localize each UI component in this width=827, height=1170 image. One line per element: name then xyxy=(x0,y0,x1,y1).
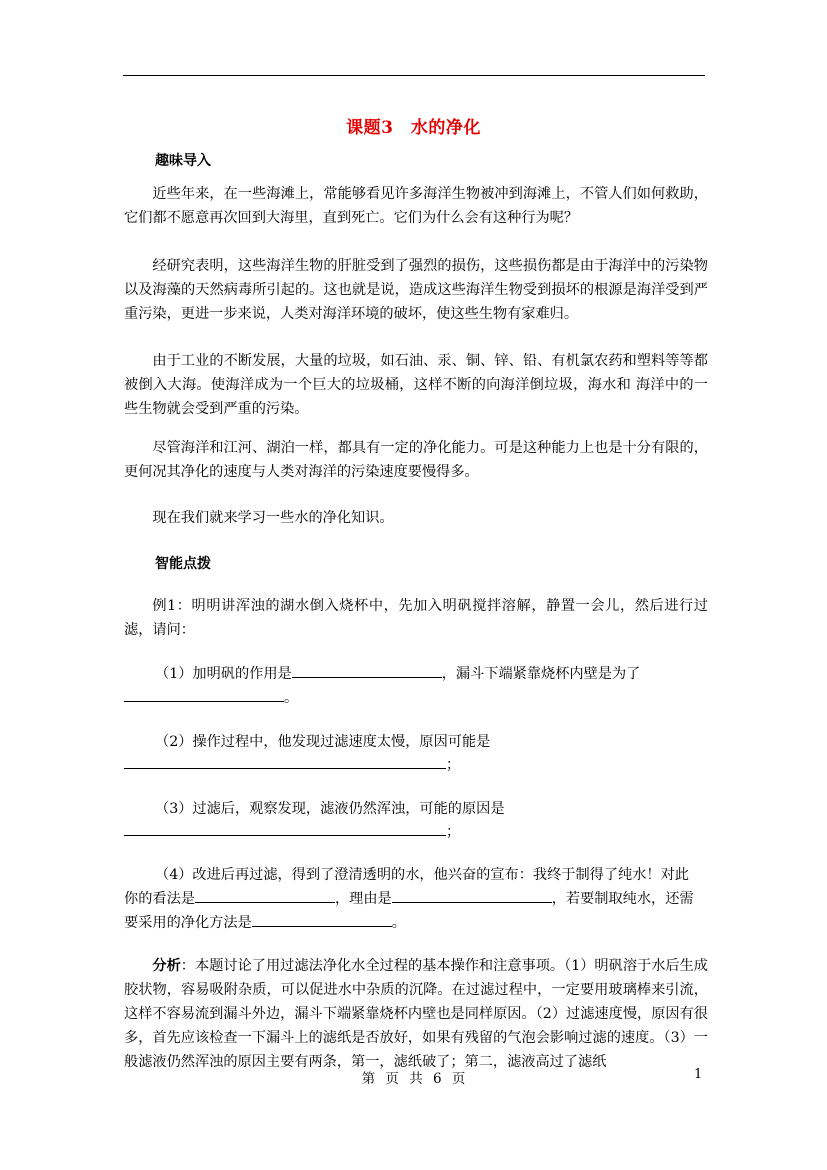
example-1: 例1：明明讲浑浊的湖水倒入烧杯中，先加入明矾搅拌溶解，静置一会儿，然后进行过滤，请问： xyxy=(124,598,708,638)
question-4-line-1: （4）改进后再过滤，得到了澄清透明的水，他兴奋的宣布：我终于制得了纯水！对此 xyxy=(155,867,689,883)
header-rule xyxy=(123,75,705,76)
question-2-line-2: ； xyxy=(124,753,460,777)
section-heading-intro: 趣味导入 xyxy=(155,153,211,169)
answer-blank[interactable] xyxy=(392,887,552,903)
paragraph-5: 现在我们就来学习一些水的净化知识。 xyxy=(152,510,394,526)
question-3-line-1: （3）过滤后，观察发现，滤液仍然浑浊，可能的原因是 xyxy=(155,801,505,817)
analysis-paragraph: 分析：本题讨论了用过滤法净化水全过程的基本操作和注意事项。（1）明矾溶于水后生成胶状物，容易吸附杂质，可以促进水中杂质的沉降。在过滤过程中，一定要用玻璃棒来引流，这样不容易流到漏斗外边，漏斗下端紧靠烧杯内壁也是同样原因。（2）过滤速度慢，原因有很多，首先应该检查一下漏斗上的滤纸是否放好，如果有残留的气泡会影响过滤的速度。（3）一般滤液仍然浑浊的原因主要有两条，第一，滤纸破了；第二，滤液高过了滤纸 xyxy=(124,958,708,1070)
answer-blank[interactable] xyxy=(252,911,392,927)
page-title: 课题3 水的净化 xyxy=(346,118,481,138)
answer-blank[interactable] xyxy=(292,662,442,678)
paragraph-1: 近些年来，在一些海滩上，常能够看见许多海洋生物被冲到海滩上，不管人们如何救助，它们都不愿意再次回到大海里，直到死亡。它们为什么会有这种行为呢？ xyxy=(124,186,708,226)
question-1-line-2: 。 xyxy=(124,686,298,710)
question-2-line-1: （2）操作过程中，他发现过滤速度太慢，原因可能是 xyxy=(155,734,491,750)
paragraph-4: 尽管海洋和江河、湖泊一样，都具有一定的净化能力。可是这种能力上也是十分有限的，更何况其净化的速度与人类对海洋的污染速度要慢得多。 xyxy=(124,440,708,480)
paragraph-2: 经研究表明，这些海洋生物的肝脏受到了强烈的损伤，这些损伤都是由于海洋中的污染物以及海藻的天然病毒所引起的。这也就是说，造成这些海洋生物受到损坏的根源是海洋受到严重污染，更进一步来说，人类对海洋环境的破坏，使这些生物有家难归。 xyxy=(124,258,708,322)
page-footer: 第 页 共 6 页 xyxy=(361,1071,466,1087)
paragraph-3: 由于工业的不断发展，大量的垃圾，如石油、汞、铜、锌、铅、有机氯农药和塑料等等都被倒入大海。使海洋成为一个巨大的垃圾桶，这样不断的向海洋倒垃圾，海水和 海洋中的一些生物就会受到严重的污染。 xyxy=(124,353,708,417)
answer-blank[interactable] xyxy=(195,887,335,903)
analysis-label: 分析 xyxy=(152,958,181,974)
question-4-line-3: 要采用的净化方法是 。 xyxy=(124,911,406,935)
answer-blank[interactable] xyxy=(124,686,284,702)
page-number: 1 xyxy=(694,1067,703,1082)
section-heading-tips: 智能点拨 xyxy=(155,556,211,572)
question-3-line-2: ； xyxy=(124,820,460,844)
answer-blank[interactable] xyxy=(124,820,446,836)
question-4-line-2: 你的看法是 ，理由是 ，若要制取纯水，还需 xyxy=(124,887,694,911)
answer-blank[interactable] xyxy=(124,753,446,769)
question-1-line-1: （1）加明矾的作用是 ，漏斗下端紧靠烧杯内壁是为了 xyxy=(155,662,640,686)
